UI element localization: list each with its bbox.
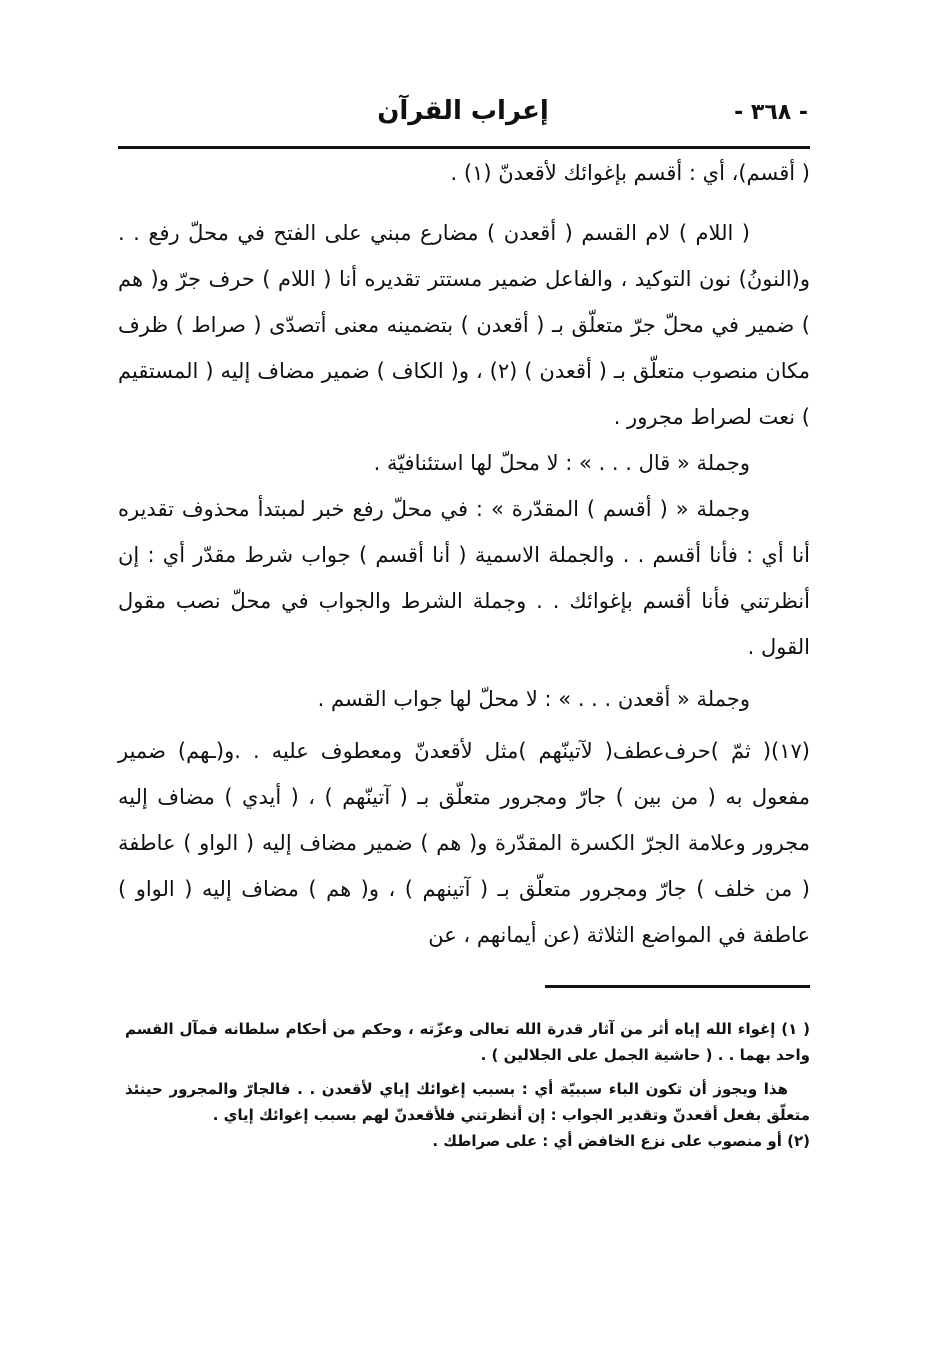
footnotes: [125, 1016, 810, 1154]
footnote-1-continued: هذا ويجوز أن تكون الباء سببيّة أي : بسبب إغوائك إياي لأقعدن . . فالجارّ والمجرور حينئذ متعلّق بفعل أقعدنّ وتقدير الجواب : إن أنظرتني فلأقعدنّ لهم بسبب إغوائك إياي .: [125, 1080, 810, 1124]
paragraph-3: وجملة « قال . . . » : لا محلّ لها استئنافيّة .: [373, 451, 750, 475]
page-number: - ٣٦٨ -: [734, 100, 808, 125]
paragraph-1: ( أقسم)، أي : أقسم بإغوائك لأقعدنّ (١) .: [450, 161, 810, 185]
header-rule: [118, 146, 810, 149]
paragraph-5: وجملة « أقعدن . . . » : لا محلّ لها جواب القسم .: [317, 687, 750, 711]
footnote-rule: [545, 985, 810, 988]
footnote-2: (٢) أو منصوب على نزع الخافض أي : على صراطك .: [432, 1132, 810, 1150]
main-text: [118, 150, 810, 958]
paragraph-2: ( اللام ) لام القسم ( أقعدن ) مضارع مبني على الفتح في محلّ رفع . . و(النونُ) نون التوكيد ، والفاعل ضمير مستتر تقديره أنا ( اللام ) حرف جرّ و( هم ) ضمير في محلّ جرّ متعلّق بـ ( أقعدن ) بتضمينه معنى أتصدّى ( صراط ) ظرف مكان منصوب متعلّق بـ ( أقعدن ) (٢) ، و( الكاف ) ضمير مضاف إليه ( المستقيم ) نعت لصراط مجرور .: [118, 221, 811, 429]
paragraph-6: (١٧)( ثمّ )حرف‌عطف( لآتينّهم )مثل لأقعدنّ ومعطوف عليه . .و(ـهم) ضمير مفعول به ( من بين ) جارّ ومجرور متعلّق بـ ( آتينّهم ) ، ( أيدي ) مضاف إليه مجرور وعلامة الجرّ الكسرة المقدّرة و( هم ) ضمير مضاف إليه ( الواو ) عاطفة ( من خلف ) جارّ ومجرور متعلّق بـ ( آتينهم ) ، و( هم ) مضاف إليه ( الواو ) عاطفة في المواضع الثلاثة (عن أيمانهم ، عن: [118, 739, 810, 947]
running-title: إعراب القرآن: [377, 96, 549, 126]
footnote-1: ( ١) إغواء الله إياه أثر من آثار قدرة الله تعالى وعزّته ، وحكم من أحكام سلطانه فمآل القسم واحد بهما . . ( حاشية الجمل على الجلالين ) .: [125, 1020, 811, 1064]
paragraph-4: وجملة « ( أقسم ) المقدّرة » : في محلّ رفع خبر لمبتدأ محذوف تقديره أنا أي : فأنا أقسم . . والجملة الاسمية ( أنا أقسم ) جواب شرط مقدّر أي : إن أنظرتني فأنا أقسم بإغوائك . . وجملة الشرط والجواب في محلّ نصب مقول القول .: [118, 497, 810, 659]
page-header: [118, 96, 808, 136]
